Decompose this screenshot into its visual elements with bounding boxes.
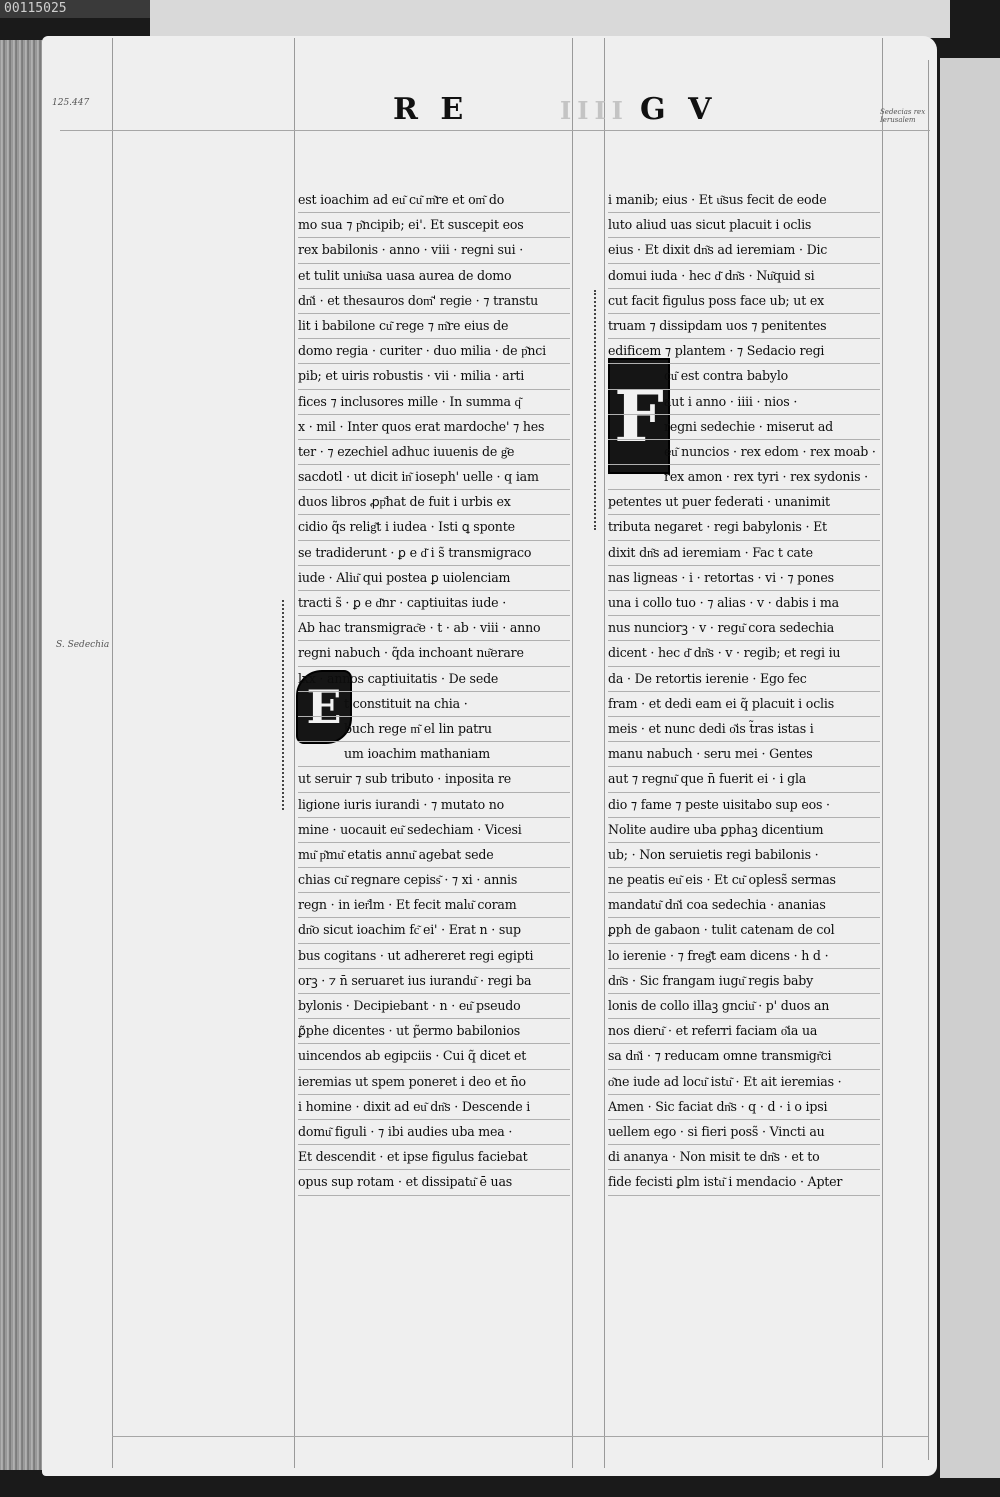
initial-flourish-right	[594, 290, 604, 530]
text-line: dn͂s · Sic frangam iugu͂ regis baby	[608, 969, 880, 994]
text-line: regni sedechie · miserut ad	[608, 415, 880, 440]
text-line: uellem ego · si fieri poss̃ · Vincti au	[608, 1120, 880, 1145]
text-line: Nolite audire uba ꝑphaꝫ dicentium	[608, 818, 880, 843]
text-line: chias cu͂ regnare cepiss͂ · ⁊ xi · annis	[298, 868, 570, 893]
running-head	[0, 92, 1000, 132]
facing-page-edge	[940, 58, 1000, 1478]
ruling-col-b-left	[604, 38, 605, 1468]
text-line: dio ⁊ fame ⁊ peste uisitabo sup eos ·	[608, 793, 880, 818]
text-line: t constituit na chia ·	[298, 692, 570, 717]
text-line: nos dieru͂ · et referri faciam o͂ia ua	[608, 1019, 880, 1044]
decorated-initial-f: F	[608, 358, 670, 474]
text-line: buch rege m͂ el lin patru	[298, 717, 570, 742]
text-line: dn͂o sicut ioachim fc͂ ei' · Erat n · sup	[298, 918, 570, 943]
text-line: i homine · dixit ad eu͂ dn͂s · Descende i	[298, 1095, 570, 1120]
text-line: x · mil · Inter quos erat mardoche' ⁊ hes	[298, 415, 570, 440]
text-line: di ananya · Non misit te dn͂s · et to	[608, 1145, 880, 1170]
text-line: regni nabuch · q̃da inchoant nu͂erare	[298, 641, 570, 666]
text-line: ut seruir ⁊ sub tributo · inposita re	[298, 767, 570, 792]
text-line: ligione iuris iurandi · ⁊ mutato no	[298, 793, 570, 818]
decorated-initial-e: E	[296, 670, 352, 744]
text-line: et tulit uniu͂sa uasa aurea de domo	[298, 264, 570, 289]
ruling-right-outer	[928, 60, 929, 1460]
text-line: est ioachim ad eu͂ cu͂ m͂re et om͂ do	[298, 188, 570, 213]
text-line: nus nunciorꝫ · v · regu͂ cora sedechia	[608, 616, 880, 641]
text-line: da · De retortis ierenie · Ego fec	[608, 667, 880, 692]
text-line: cut facit figulus poss face ub; ut ex	[608, 289, 880, 314]
margin-note-top-left: 125.447	[52, 98, 90, 108]
ruling-col-a-left	[294, 38, 295, 1468]
text-line: tracti s̃ · ꝑ e d͂nr · captiuitas iude ·	[298, 591, 570, 616]
text-line: eius · Et dixit dn͂s ad ieremiam · Dic	[608, 238, 880, 263]
text-line: sa dn͂i · ⁊ reducam omne transmigr͂ci	[608, 1044, 880, 1069]
running-head-left: R E	[393, 92, 470, 127]
text-line: rex babilonis · anno · viii · regni sui ·	[298, 238, 570, 263]
text-line: orꝫ · ⁊ n̄ seruaret ius iurandu͂ · regi ba	[298, 969, 570, 994]
text-line: ieremias ut spem poneret i deo et n̄o	[298, 1070, 570, 1095]
text-line: tributa negaret · regi babylonis · Et	[608, 515, 880, 540]
text-line: ꝑph de gabaon · tulit catenam de col	[608, 918, 880, 943]
text-line: opus sup rotam · et dissipatu͂ ē uas	[298, 1170, 570, 1195]
book-page-edges	[0, 40, 48, 1470]
text-line: regn · in ier͂lm · Et fecit malu͂ coram	[298, 893, 570, 918]
margin-note-top-right: Sedecias rex Ierusalem	[880, 108, 926, 124]
text-line: domu͂ figuli · ⁊ ibi audies uba mea ·	[298, 1120, 570, 1145]
text-line: nas ligneas · i · retortas · vi · ⁊ pones	[608, 566, 880, 591]
text-line: cidio q̃s relig͂t i iudea · Isti ꝗ sponte	[298, 515, 570, 540]
text-line: mo sua ⁊ p͂ncipib; ei'. Et suscepit eos	[298, 213, 570, 238]
margin-note-left-mid: S. Sedechia	[56, 640, 110, 650]
ruling-left-outer	[112, 38, 113, 1468]
initial-flourish-left	[282, 600, 292, 810]
running-head-right: G V	[640, 92, 718, 127]
text-line: mandatu͂ dn͂i coa sedechia · ananias	[608, 893, 880, 918]
text-line: edificem ⁊ plantem · ⁊ Sedacio regi	[608, 339, 880, 364]
text-line: fram · et dedi eam ei q̃ placuit i oclis	[608, 692, 880, 717]
text-line: truam ⁊ dissipdam uos ⁊ penitentes	[608, 314, 880, 339]
text-line: ꝑ͂phe dicentes · ut p̃ermo babilonios	[298, 1019, 570, 1044]
text-line: aut i anno · iiii · nios ·	[608, 390, 880, 415]
text-line: una i collo tuo · ⁊ alias · v · dabis i ma	[608, 591, 880, 616]
text-line: mine · uocauit eu͂ sedechiam · Vicesi	[298, 818, 570, 843]
ruling-col-b-right	[882, 38, 883, 1468]
text-column-a	[298, 188, 570, 1196]
text-line: o͂ne iude ad locu͂ istu͂ · Et ait ieremias ·	[608, 1070, 880, 1095]
text-line: mu͂ p͂mu͂ etatis annu͂ agebat sede	[298, 843, 570, 868]
text-line: se tradiderunt · ꝑ e d͂ i s̃ transmigraco	[298, 541, 570, 566]
text-line: manu nabuch · seru mei · Gentes	[608, 742, 880, 767]
text-line: cu͂ est contra babylo	[608, 364, 880, 389]
text-column-b	[608, 188, 880, 1196]
text-line: dicent · hec d͂ dn͂s · v · regib; et regi iu	[608, 641, 880, 666]
text-line: fices ⁊ inclusores mille · In summa q͂	[298, 390, 570, 415]
text-line: fide fecisti ꝑlm istu͂ i mendacio · Apter	[608, 1170, 880, 1195]
text-line: domo regia · curiter · duo milia · de p͂nci	[298, 339, 570, 364]
scan-top-strip	[150, 0, 950, 38]
text-line: petentes ut puer federati · unanimit	[608, 490, 880, 515]
text-line: Amen · Sic faciat dn͂s · q · d · i o ipsi	[608, 1095, 880, 1120]
text-line: eu͂ nuncios · rex edom · rex moab ·	[608, 440, 880, 465]
text-line: iude · Aliu͂ qui postea ꝑ uiolenciam	[298, 566, 570, 591]
text-line: bus cogitans · ut adhereret regi egipti	[298, 944, 570, 969]
text-line: ne peatis eu͂ eis · Et cu͂ opless̃ sermas	[608, 868, 880, 893]
text-line: lo ierenie · ⁊ freg͂t eam dicens · h d ·	[608, 944, 880, 969]
text-line: bylonis · Decipiebant · n · eu͂ pseudo	[298, 994, 570, 1019]
text-line: luto aliud uas sicut placuit i oclis	[608, 213, 880, 238]
text-line: ub; · Non seruietis regi babilonis ·	[608, 843, 880, 868]
text-line: lit i babilone cu͂ rege ⁊ m͂re eius de	[298, 314, 570, 339]
text-line: Et descendit · et ipse figulus faciebat	[298, 1145, 570, 1170]
text-line: uincendos ab egipciis · Cui q̃ dicet et	[298, 1044, 570, 1069]
text-line: duos libros ꝓp͂hat de fuit i urbis ex	[298, 490, 570, 515]
text-line: aut ⁊ regnu͂ que n̄ fuerit ei · i gla	[608, 767, 880, 792]
text-line: Ab hac transmigrac͂e · t · ab · viii · anno	[298, 616, 570, 641]
text-line: sacdotl · ut dicit in͂ ioseph' uelle · q iam	[298, 465, 570, 490]
text-line: ter · ⁊ ezechiel adhuc iuuenis de g͂e	[298, 440, 570, 465]
text-line: lonis de collo illaꝫ gnciu͂ · p' duos an	[608, 994, 880, 1019]
text-line: pib; et uiris robustis · vii · milia · arti	[298, 364, 570, 389]
running-head-middle: IIII	[560, 96, 629, 125]
text-line: dn͂i · et thesauros dom͂' regie · ⁊ transtu	[298, 289, 570, 314]
ruling-col-a-right	[572, 38, 573, 1468]
text-line: lxx · annos captiuitatis · De sede	[298, 667, 570, 692]
text-line: domui iuda · hec d͂ dn͂s · Nu͂quid si	[608, 264, 880, 289]
text-line: rex amon · rex tyri · rex sydonis ·	[608, 465, 880, 490]
scan-id-label: 00115025	[0, 0, 150, 18]
ruling-bottom	[112, 1436, 928, 1437]
text-line: um ioachim mathaniam	[298, 742, 570, 767]
text-line: meis · et nunc dedi o͂is t̃ras istas i	[608, 717, 880, 742]
text-line: i manib; eius · Et u͂sus fecit de eode	[608, 188, 880, 213]
text-line: dixit dn͂s ad ieremiam · Fac t cate	[608, 541, 880, 566]
